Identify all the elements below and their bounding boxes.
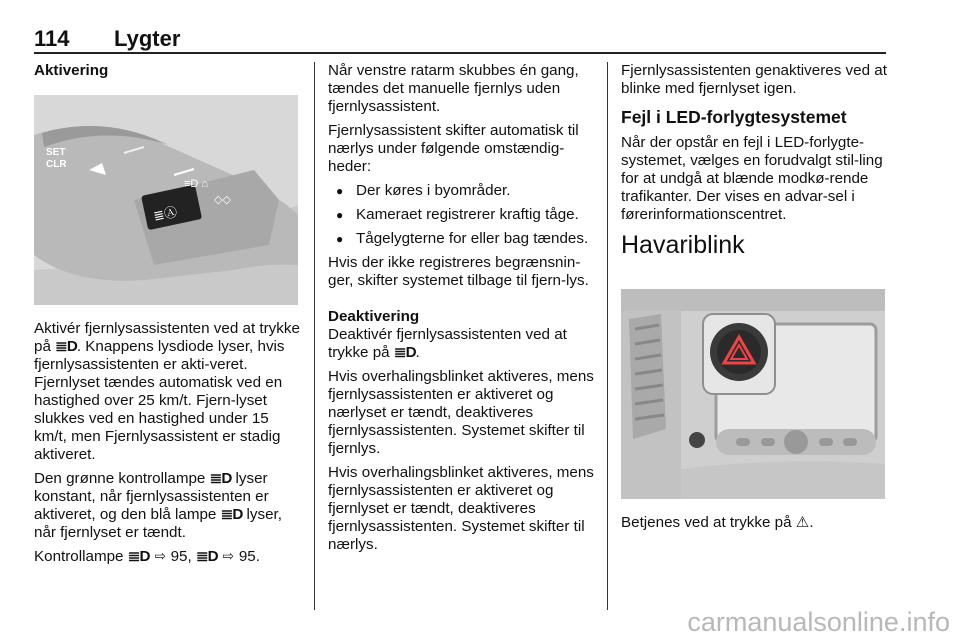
paragraph-deactivate xyxy=(328,326,594,362)
high-beam-assist-icon: ≣D xyxy=(209,470,232,487)
section-heading-aktivering: Aktivering xyxy=(34,62,109,79)
text-fragment: Kontrollampe xyxy=(34,548,128,565)
paragraph-flash-low: Hvis overhalingsblinket aktiveres, mens fjernlysassistenten er aktiveret og nærlyset er tændt, deaktiveres fjernlysassistenten. Systemet skifter til fjernlys. xyxy=(328,368,594,457)
watermark: carmanualsonline.info xyxy=(687,607,950,637)
column-divider xyxy=(607,62,608,610)
text-fragment: Deaktivér fjernlysassistenten ved at trykke på xyxy=(328,326,567,361)
text-fragment: Den grønne kontrollampe xyxy=(34,470,210,487)
svg-text:CLR: CLR xyxy=(46,159,67,170)
column-2 xyxy=(328,62,594,560)
stalk-drawing xyxy=(34,95,298,305)
text-fragment: 95, xyxy=(166,548,196,565)
high-beam-assist-icon: ≣D xyxy=(127,548,150,565)
text-fragment: . xyxy=(809,514,814,531)
text-fragment: . Knappens lysdiode lyser, hvis fjernlysassistenten er akti-veret. Fjernlyset tændes automatisk ved en hastighed over 25 km/t. Fjern-lyset slukkes ved en hastighed under 15 km/t, men Fjernlysassistent er stadig aktiveret. xyxy=(34,338,285,463)
list-item: ● Tågelygterne for eller bag tændes. xyxy=(328,230,594,248)
page-title: Lygter xyxy=(114,26,181,51)
paragraph-led-fault: Når der opstår en fejl i LED-forlygte-systemet, vælges en forudvalgt stil-ling for at undgå at blænde modkø-rende trafikanter. Der vises en advar-sel i førerinformationscentret. xyxy=(621,134,883,223)
column-3 xyxy=(621,62,887,272)
paragraph-flash-high: Hvis overhalingsblinket aktiveres, mens fjernlysassistenten er aktiveret og fjernlyset er tændt, deaktiveres fjernlysassistenten. Systemet skifter til nærlys. xyxy=(328,464,594,553)
section-heading-deaktivering: Deaktivering xyxy=(328,308,420,325)
high-beam-icon: ≣D xyxy=(220,506,243,523)
section-heading-havariblink: Havariblink xyxy=(621,231,745,259)
page-number: 114 xyxy=(34,26,70,51)
svg-text:≣Ⓐ: ≣Ⓐ xyxy=(151,204,179,224)
column-3-bottom xyxy=(621,514,887,538)
text-fragment: 95. xyxy=(234,548,260,565)
paragraph-auto-switch: Fjernlysassistent skifter automatisk til nærlys under følgende omstændig-heder: xyxy=(328,122,579,175)
paragraph-restrictions: Hvis der ikke registreres begrænsnin-ger, skifter systemet tilbage til fjern-lys. xyxy=(328,254,589,289)
list-item: ● Der køres i byområder. xyxy=(328,182,594,200)
hazard-button-illustration xyxy=(621,289,885,499)
list-item: ● Kameraet registrerer kraftig tåge. xyxy=(328,206,594,224)
text-fragment: Aktivér fjernlysassistenten ved at trykke på xyxy=(34,320,300,355)
paragraph-manual-high-beam: Når venstre ratarm skubbes én gang, tændes det manuelle fjernlys uden fjernlysassistent. xyxy=(328,62,579,115)
high-beam-assist-icon: ≣D xyxy=(393,344,416,361)
text-fragment: Betjenes ved at trykke på xyxy=(621,514,796,531)
paragraph-control-lamp xyxy=(34,548,300,566)
text-fragment: . xyxy=(415,344,420,361)
paragraph-reactivate: Fjernlysassistenten genaktiveres ved at blinke med fjernlyset igen. xyxy=(621,62,887,97)
section-heading-led-fault: Fejl i LED-forlygtesystemet xyxy=(621,107,847,127)
svg-text:SET: SET xyxy=(46,147,66,158)
high-beam-icon: ≣D xyxy=(195,548,218,565)
text-fragment: lyser konstant, når fjernlysassistenten er aktiveret, og den blå lampe xyxy=(34,470,269,523)
text-fragment: lyser, når fjernlyset er tændt. xyxy=(34,506,282,541)
svg-text:◇◇: ◇◇ xyxy=(214,194,231,206)
paragraph-hazard xyxy=(621,514,887,532)
column-1 xyxy=(34,62,300,82)
stalk-illustration xyxy=(34,95,298,305)
header-rule xyxy=(34,52,886,54)
page-ref-arrow-icon: ⇨ xyxy=(154,548,166,565)
svg-text:≡D ⌂: ≡D ⌂ xyxy=(184,178,209,190)
hazard-warning-icon: ⚠ xyxy=(795,514,810,531)
page-ref-arrow-icon: ⇨ xyxy=(222,548,234,565)
high-beam-assist-icon: ≣D xyxy=(55,338,77,355)
column-1-text xyxy=(34,320,300,572)
column-divider xyxy=(314,62,315,610)
dashboard-drawing xyxy=(621,289,885,499)
paragraph-activate xyxy=(34,320,300,464)
paragraph-indicator xyxy=(34,470,300,542)
conditions-list xyxy=(328,182,594,248)
